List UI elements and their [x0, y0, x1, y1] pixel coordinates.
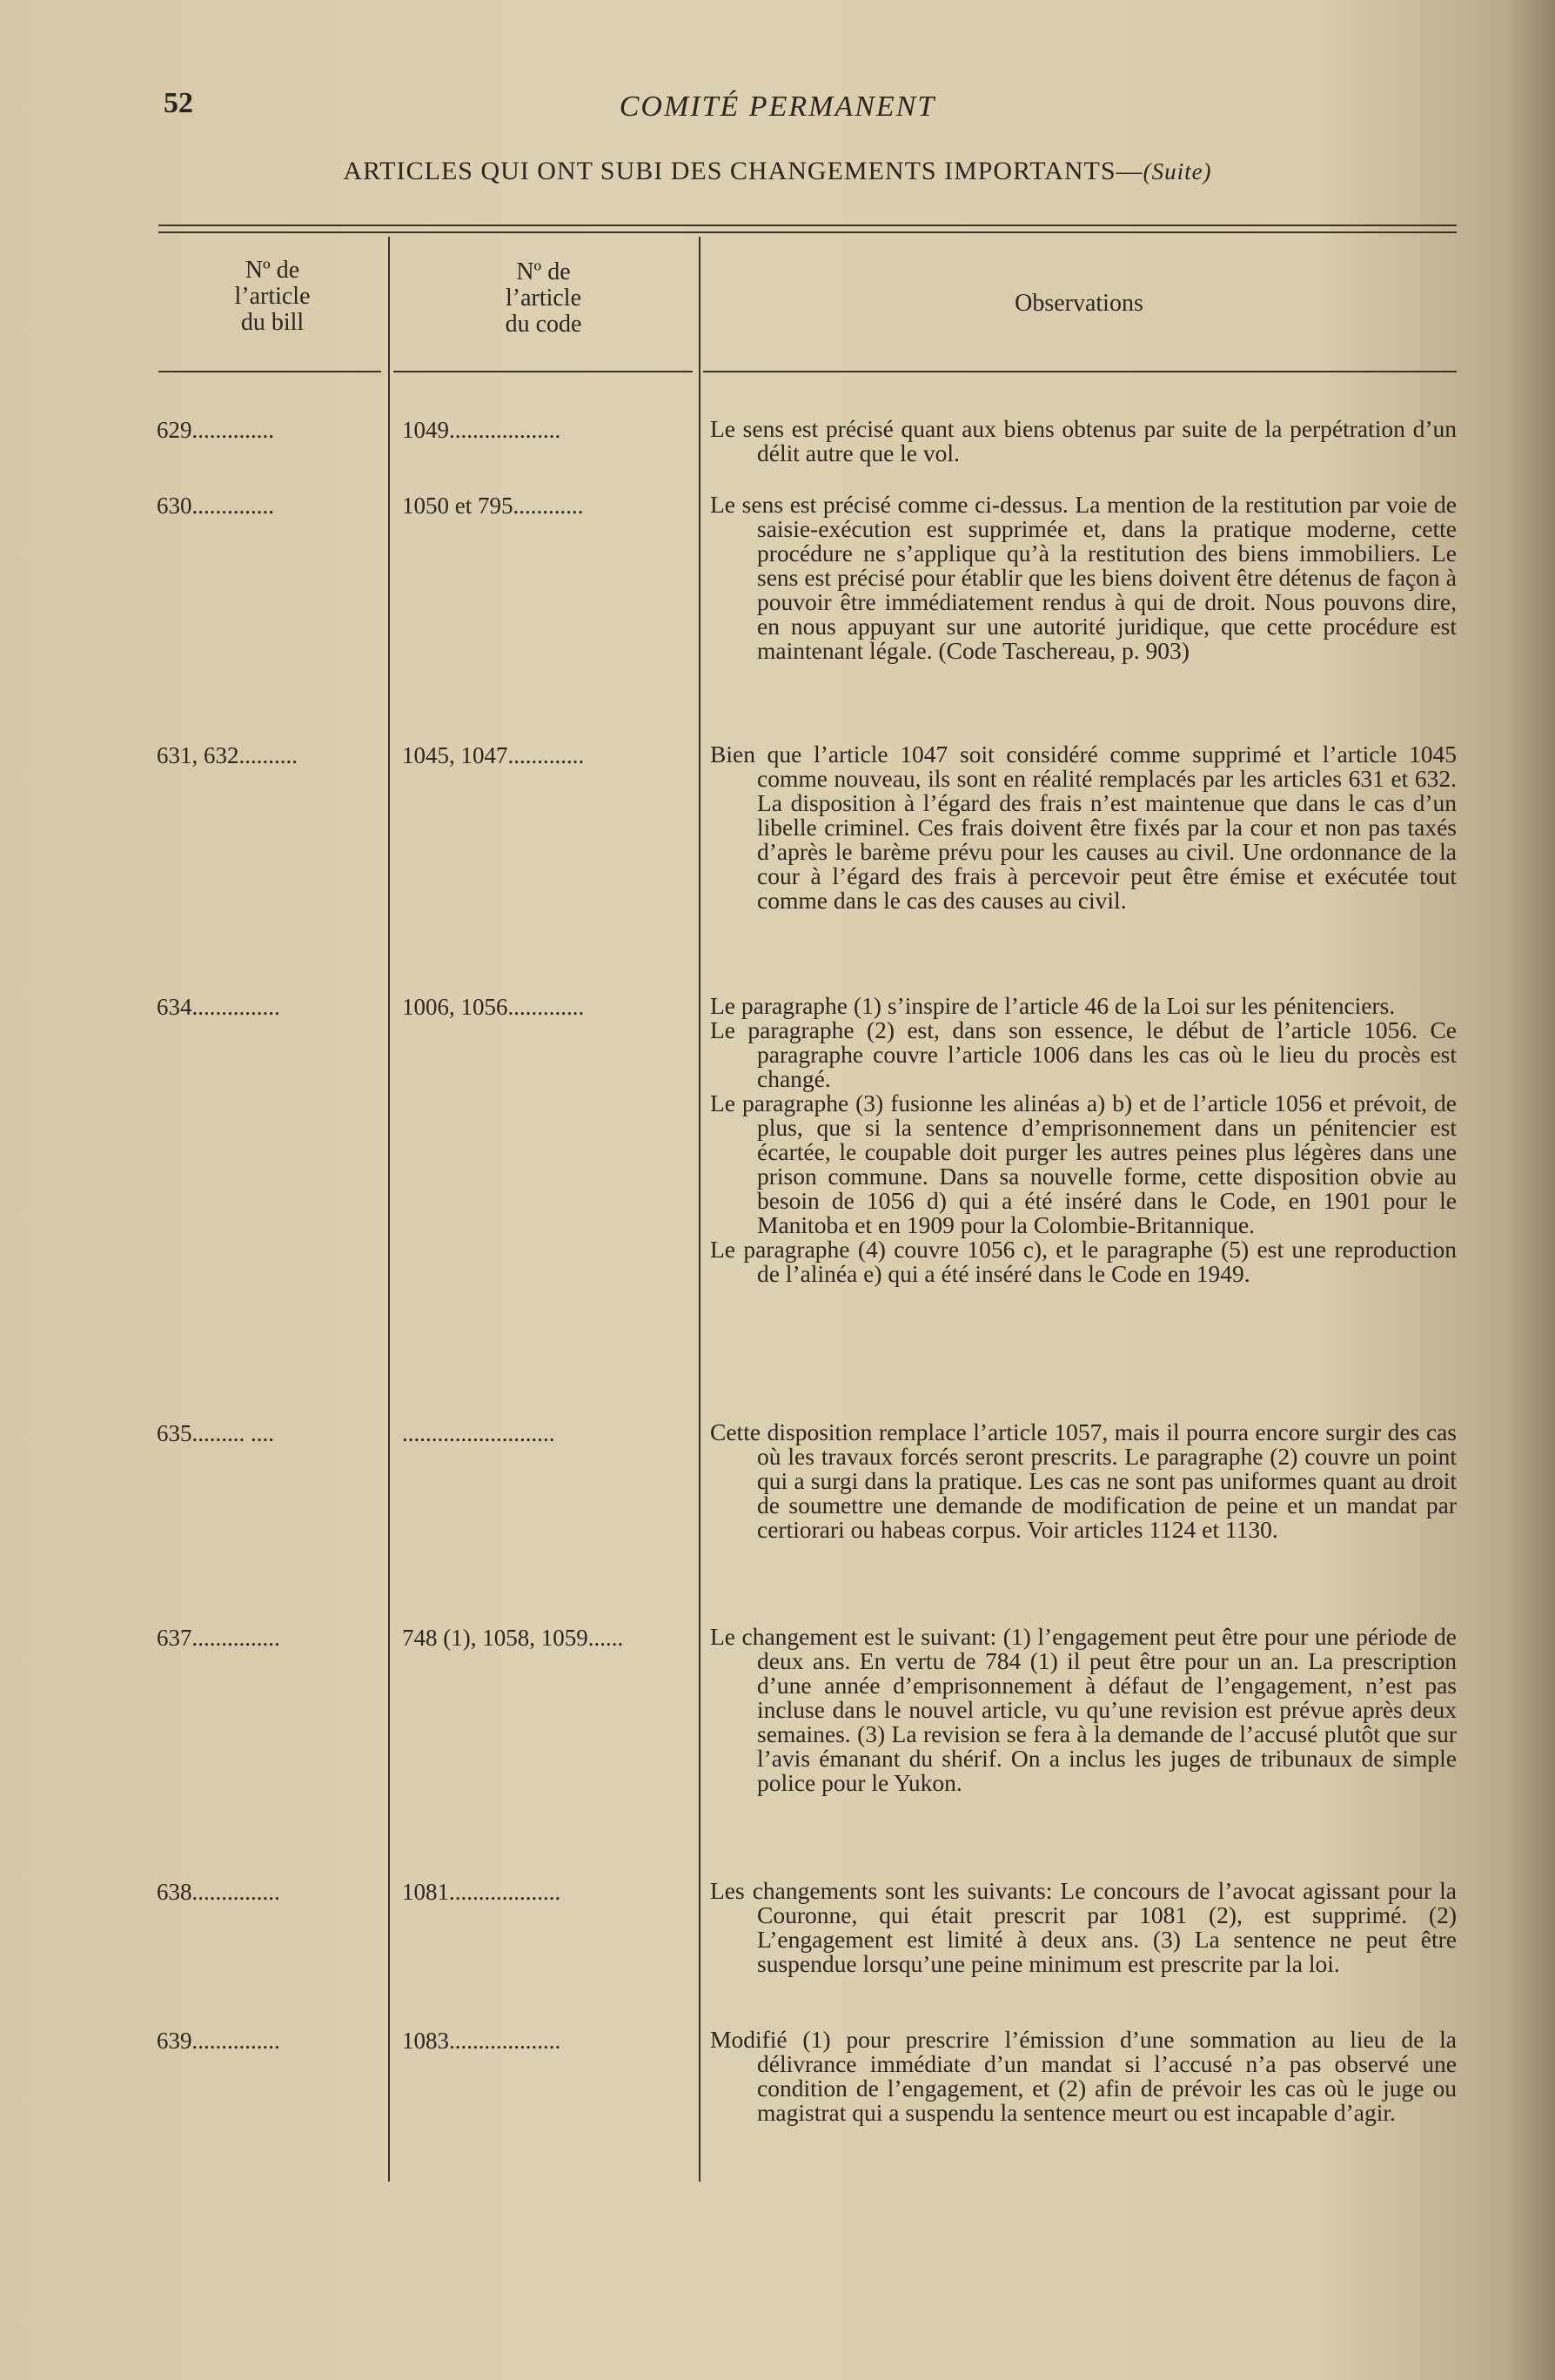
header-rule-1 [158, 371, 381, 372]
code-article-cell: 1083................... [402, 2028, 561, 2054]
running-title: COMITÉ PERMANENT [619, 91, 936, 123]
observations-cell [710, 742, 1457, 913]
observations-cell [710, 1879, 1457, 1976]
observation-paragraph: Cette disposition remplace l’article 1057, mais il pourra encore surgir des cas où les travaux forcés seront prescrits. Le paragraphe (2) couvre un point qui a surgi dans la pratique. Les cas ne sont pas uniformes quant au droit de soumettre une demande de modification de peine et un mandat par certiorari ou habeas corpus. Voir articles 1124 et 1130. [710, 1418, 1457, 1543]
column-divider-1 [388, 237, 390, 2182]
observation-paragraph: Bien que l’article 1047 soit considéré comme supprimé et l’article 1045 comme nouveau, ils sont en réalité remplacés par les articles 631 et 632. La disposition à l’égard des frais n’est maintenue que dans le cas d’un libelle criminel. Ces frais doivent être fixés par la cour et non pas taxés d’après le barème prévu pour les causes au civil. Une ordonnance de la cour à l’égard des frais à percevoir peut être émise et exécutée tout comme dans le cas des causes au civil. [710, 741, 1457, 914]
bill-article-cell: 637............... [157, 1625, 280, 1651]
bill-article-cell: 638............... [157, 1879, 280, 1905]
observation-paragraph: Le sens est précisé comme ci-dessus. La mention de la restitution par voie de saisie-exécution est supprimée et, dans la pratique moderne, cette procédure ne s’applique qu’à la restitution des biens immobiliers. Le sens est précisé pour établir que les biens doivent être détenus de façon à pouvoir être immédiatement rendus à qui de droit. Nous pouvons dire, en nous appuyant sur une autorité juridique, que cette procédure est maintenant légale. (Code Taschereau, p. 903) [710, 491, 1457, 664]
page-number: 52 [164, 87, 193, 119]
observation-paragraph: Modifié (1) pour prescrire l’émission d’une sommation au lieu de la délivrance immédiate d’un mandat si l’accusé n’a pas observé une condition de l’engagement, et (2) afin de prévoir les cas où le juge ou magistrat qui a suspendu la sentence meurt ou est incapable d’agir. [710, 2026, 1457, 2126]
observation-paragraph: Le changement est le suivant: (1) l’engagement peut être pour une période de deux ans. En vertu de 784 (1) il peut être pour un an. La prescription d’une année d’emprisonnement à défaut de l’engagement, n’est pas incluse dans le nouvel article, vu qu’une revision est prévue après deux semaines. (3) La revision se fera à la demande de l’accusé plutôt que sur l’avis émanant du shérif. On a inclus les juges de tribunaux de simple police pour le Yukon. [710, 1623, 1457, 1796]
header-rule-3 [703, 371, 1457, 372]
column-header-bill: Nº de l’article du bill [234, 257, 311, 336]
observations-cell [710, 417, 1457, 466]
observation-paragraph: Le paragraphe (2) est, dans son essence, le début de l’article 1056. Ce paragraphe couvre l’article 1006 dans les cas où le lieu du procès est changé. [710, 1016, 1457, 1092]
section-title-suffix: (Suite) [1143, 158, 1212, 184]
observations-cell [710, 493, 1457, 663]
section-title [0, 157, 1555, 186]
observation-paragraph: Le paragraphe (3) fusionne les alinéas a) b) et de l’article 1056 et prévoit, de plus, que si la sentence d’emprisonnement dans un pénitencier est écartée, le coupable doit purger les autres peines plus légères dans une prison commune. Dans sa nouvelle forme, cette disposition obvie au besoin de 1056 d) qui a été inséré dans le Code, en 1901 pour le Manitoba et en 1909 pour la Colombie-Britannique. [710, 1089, 1457, 1238]
observation-paragraph: Le paragraphe (1) s’inspire de l’article 46 de la Loi sur les pénitenciers. [710, 992, 1396, 1019]
column-divider-2 [699, 237, 700, 2182]
bill-article-cell: 639............... [157, 2028, 280, 2054]
bill-article-cell: 630.............. [157, 493, 274, 519]
code-article-cell: 1050 et 795............ [402, 493, 584, 519]
code-article-cell: 1006, 1056............. [402, 994, 585, 1020]
observations-cell [710, 1420, 1457, 1542]
code-article-cell: 1049................... [402, 417, 561, 443]
observations-cell [710, 2028, 1457, 2125]
code-article-cell: 748 (1), 1058, 1059...... [402, 1625, 624, 1651]
table-top-rule [158, 225, 1457, 226]
header-rule-2 [393, 371, 693, 372]
column-header-observations: Observations [1015, 290, 1143, 317]
observation-paragraph: Le sens est précisé quant aux biens obtenus par suite de la perpétration d’un délit autre que le vol. [710, 415, 1457, 466]
code-article-cell: 1081................... [402, 1879, 561, 1905]
observations-cell [710, 1625, 1457, 1795]
column-header-code: Nº de l’article du code [505, 258, 582, 338]
code-article-cell: .......................... [402, 1420, 555, 1446]
bill-article-cell: 635......... .... [157, 1420, 274, 1446]
observation-paragraph: Les changements sont les suivants: Le concours de l’avocat agissant pour la Couronne, qui était prescrit par 1081 (2), est supprimé. (2) L’engagement est limité à deux ans. (3) La sentence ne peut être suspendue lorsqu’une peine minimum est prescrite par la loi. [710, 1877, 1457, 1977]
bill-article-cell: 634............... [157, 994, 280, 1020]
section-title-text: ARTICLES QUI ONT SUBI DES CHANGEMENTS IMPORTANTS— [343, 157, 1143, 185]
code-article-cell: 1045, 1047............. [402, 742, 585, 768]
table-top-rule-double [158, 231, 1457, 233]
bill-article-cell: 631, 632.......... [157, 742, 298, 768]
observations-cell [710, 994, 1457, 1286]
bill-article-cell: 629.............. [157, 417, 274, 443]
observation-paragraph: Le paragraphe (4) couvre 1056 c), et le paragraphe (5) est une reproduction de l’alinéa e) qui a été inséré dans le Code en 1949. [710, 1236, 1457, 1287]
